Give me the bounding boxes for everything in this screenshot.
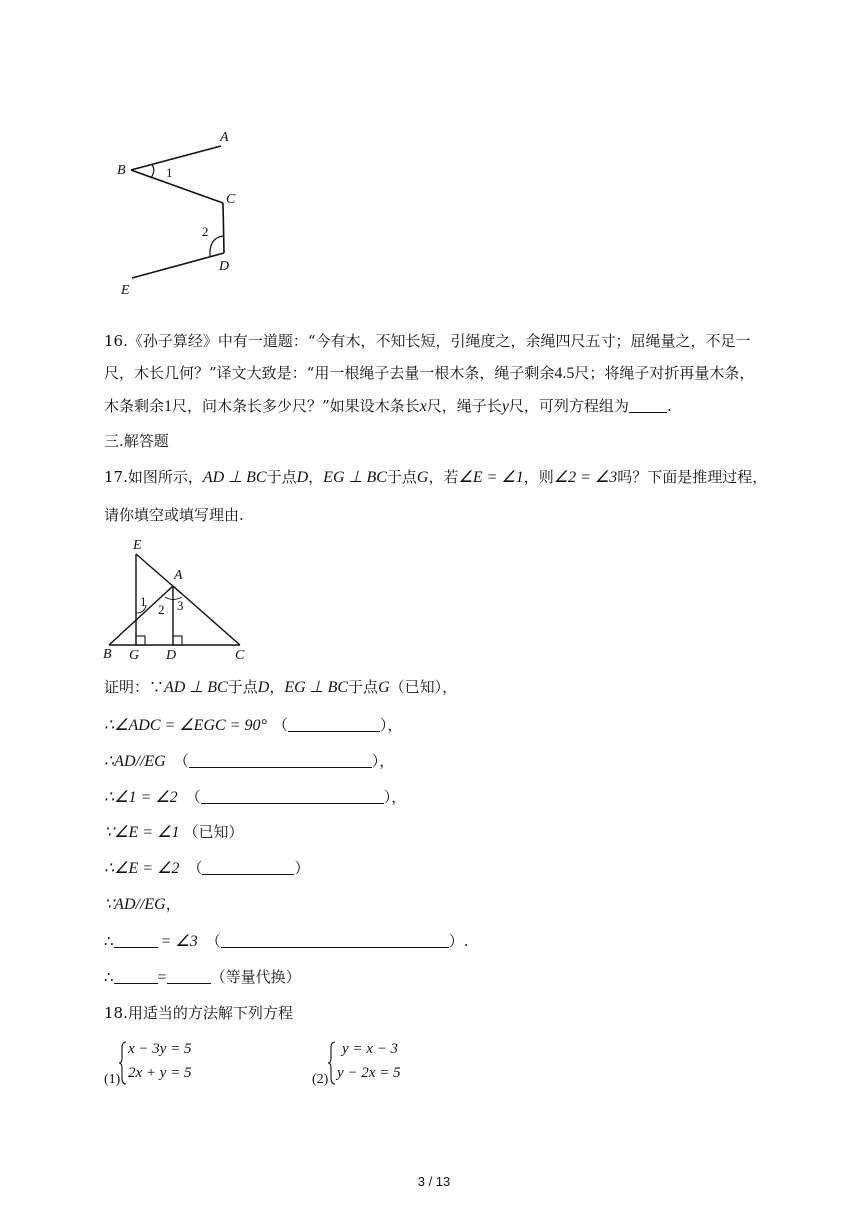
fig2-label-b: B — [103, 647, 112, 662]
angle-blank-2[interactable] — [114, 968, 158, 984]
system2-brace — [327, 1040, 337, 1086]
label-a: A — [220, 130, 229, 145]
proof-line-1 — [104, 715, 402, 736]
proof-text: （等量代换） — [210, 968, 301, 986]
proof-math: = ∠3 — [160, 933, 198, 950]
system1-brace — [118, 1040, 128, 1086]
proof-math: AD ⊥ BC — [164, 679, 228, 696]
q17-text: 17.如图所示， — [104, 468, 203, 486]
proof-text: （已知） — [183, 823, 244, 841]
fig2-label-a: A — [174, 568, 183, 583]
proof-line-8 — [104, 967, 301, 988]
proof-line-7 — [104, 931, 468, 952]
proof-text: （ — [173, 752, 189, 770]
proof-math: = — [157, 969, 167, 986]
proof-text: （已知）， — [389, 678, 458, 696]
q17-text: 于点 — [266, 468, 297, 486]
q17-math: AD ⊥ BC — [202, 469, 267, 486]
section-heading: 三.解答题 — [104, 432, 169, 450]
q16-text: . — [666, 397, 672, 415]
q16-text: 尺；将绳子对折再量木条， — [574, 364, 755, 382]
proof-line-6 — [104, 894, 181, 915]
proof-text: ）， — [371, 752, 395, 770]
q16-text: 尺，可列方程组为 — [508, 397, 629, 415]
angle-1-label: 1 — [166, 165, 173, 180]
label-e: E — [121, 283, 130, 298]
label-d: D — [219, 259, 230, 274]
proof-math: ∴∠1 = ∠2 — [104, 789, 178, 806]
label-c: C — [226, 192, 236, 207]
system2-eq2: y − 2x = 5 — [337, 1065, 401, 1081]
q16-answer-blank[interactable] — [629, 397, 667, 413]
proof-text: （ — [272, 716, 288, 734]
proof-text: ） — [294, 859, 310, 877]
q17-line2: 请你填空或填写理由. — [104, 506, 244, 524]
system1-label: (1) — [104, 1072, 121, 1087]
proof-text: ， — [269, 678, 285, 696]
proof-line-0 — [104, 677, 457, 698]
q16-line1: 16.《孙子算经》中有一道题：“今有木，不知长短，引绳度之，余绳四尺五寸；屈绳量之，不足一 — [104, 332, 751, 350]
fig2-angle-2: 2 — [158, 602, 165, 617]
q16-var-y: y — [501, 398, 509, 415]
proof-line-2 — [104, 751, 394, 772]
system2-eq1: y = x − 3 — [342, 1041, 399, 1057]
q17-text: ， — [308, 468, 324, 486]
angle-blank-1[interactable] — [114, 932, 158, 948]
proof-text: ∴ — [104, 968, 114, 986]
proof-math: ∵∠E = ∠1 — [104, 824, 180, 841]
q17-line1 — [104, 467, 767, 488]
q17-text: 于点 — [386, 468, 417, 486]
q16-text: 尺，问木条长多少尺？”如果设木条长 — [172, 397, 420, 415]
fig2-label-d: D — [166, 648, 177, 663]
angle-figure — [110, 125, 250, 305]
proof-math: ∴∠E = ∠2 — [104, 860, 180, 877]
angle-blank-3[interactable] — [167, 968, 211, 984]
q16-wood-remainder: 1 — [164, 398, 173, 415]
proof-text: （ — [185, 788, 201, 806]
angle-2-label: 2 — [202, 224, 209, 239]
proof-math: ∴∠ADC = ∠EGC = 90° — [104, 717, 267, 734]
proof-text: ∴ — [104, 932, 114, 950]
proof-math: ∵AD//EG — [104, 896, 166, 913]
reason-blank-5[interactable] — [221, 932, 449, 948]
page-number: 3 / 13 — [417, 1174, 451, 1189]
q17-math: D — [296, 469, 309, 486]
proof-text: 于点 — [227, 678, 258, 696]
proof-text: （ — [187, 859, 203, 877]
q16-line2 — [104, 363, 754, 384]
system1-eq2: 2x + y = 5 — [128, 1065, 192, 1081]
system1-eq1: x − 3y = 5 — [128, 1041, 192, 1057]
proof-text: ）. — [448, 932, 469, 950]
proof-line-4 — [104, 822, 243, 843]
q17-math: ∠2 = ∠3 — [553, 469, 618, 486]
q17-math: G — [416, 469, 429, 486]
proof-math: EG ⊥ BC — [284, 679, 349, 696]
q16-text: 尺，木长几何？”译文大致是：“用一根绳子去量一根木条，绳子剩余 — [104, 364, 555, 382]
fig2-label-g: G — [129, 648, 140, 663]
proof-line-3 — [104, 787, 406, 808]
q16-rope-remainder: 4.5 — [554, 365, 575, 382]
q18-title: 18.用适当的方法解下列方程 — [104, 1004, 293, 1022]
q17-text: 吗？下面是推理过程， — [617, 468, 768, 486]
proof-line-5 — [104, 858, 309, 879]
system2-label: (2) — [312, 1072, 329, 1087]
fig2-angle-1: 1 — [140, 594, 147, 609]
fig2-angle-3: 3 — [177, 598, 184, 613]
label-b: B — [117, 163, 126, 178]
reason-blank-2[interactable] — [189, 752, 372, 768]
reason-blank-1[interactable] — [288, 716, 380, 732]
proof-text: 证明：∵ — [104, 678, 165, 696]
q16-var-x: x — [419, 398, 427, 415]
reason-blank-3[interactable] — [201, 788, 384, 804]
q17-math: EG ⊥ BC — [323, 469, 387, 486]
q16-text: 尺，绳子长 — [426, 397, 502, 415]
proof-math: D — [257, 679, 270, 696]
proof-text: ）， — [379, 716, 403, 734]
proof-math: G — [378, 679, 390, 696]
fig2-label-e: E — [133, 538, 142, 553]
q17-text: ，若 — [428, 468, 459, 486]
proof-text: ， — [165, 895, 181, 913]
fig2-label-c: C — [235, 648, 245, 663]
q17-math: ∠E = ∠1 — [458, 469, 524, 486]
q16-line3 — [104, 396, 672, 417]
reason-blank-4[interactable] — [202, 859, 294, 875]
proof-text: 于点 — [348, 678, 379, 696]
proof-text: ）， — [383, 788, 407, 806]
proof-text: （ — [205, 932, 221, 950]
proof-math: ∴AD//EG — [104, 753, 166, 770]
q16-text: 木条剩余 — [104, 397, 165, 415]
q17-text: ，则 — [523, 468, 554, 486]
